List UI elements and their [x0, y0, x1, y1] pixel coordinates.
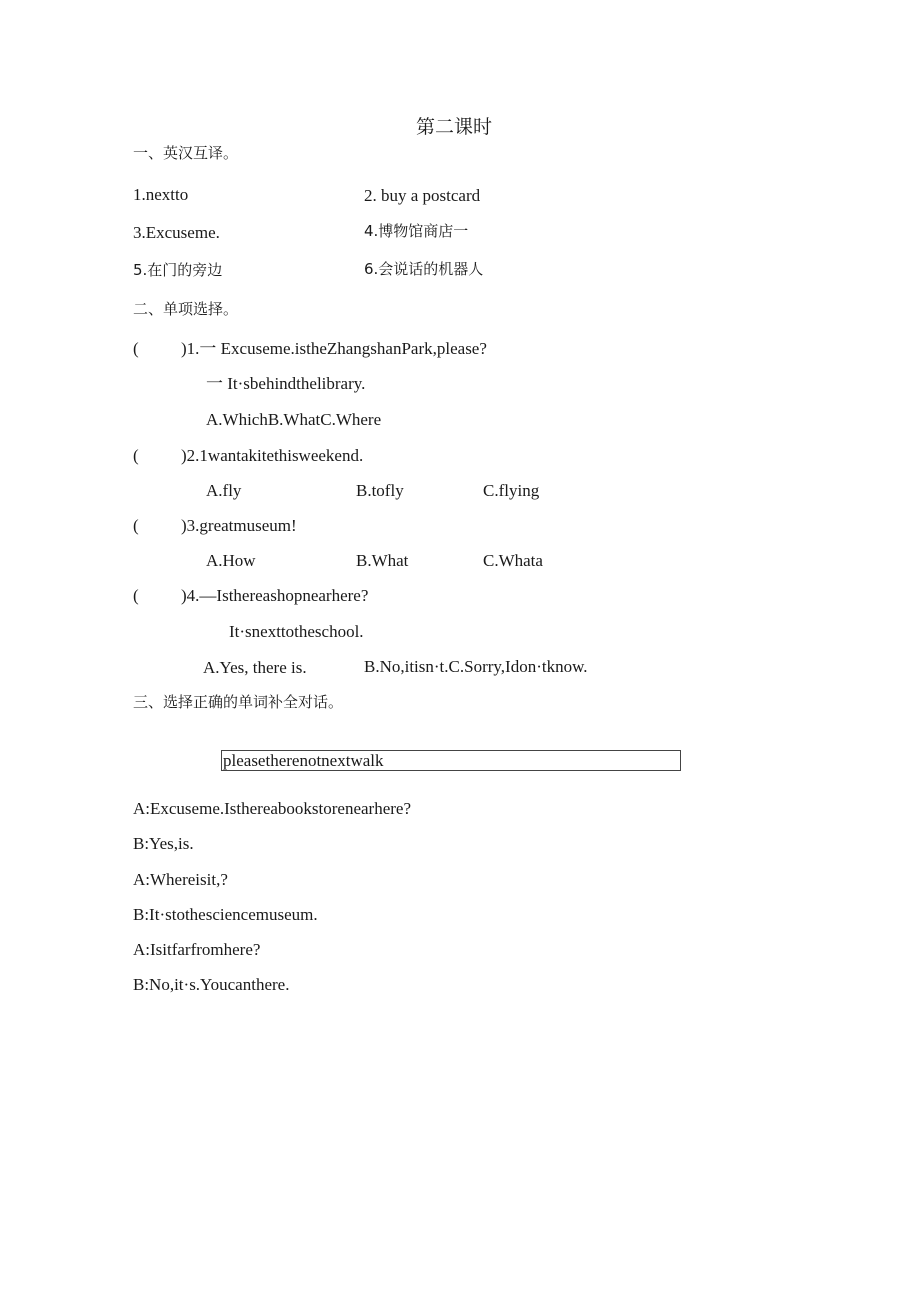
dialogue-line-5: A:Isitfarfromhere? — [133, 940, 261, 959]
question-2-option-b: B.tofly — [356, 481, 404, 500]
dialogue-line-1: A:Excuseme.Isthereabookstorenearhere? — [133, 799, 412, 818]
question-3-option-a: A.How — [206, 551, 256, 570]
word-bank-box — [221, 750, 681, 771]
dialogue-line-2: B:Yes,is. — [133, 834, 194, 853]
answer-bracket-2: ( — [133, 446, 139, 465]
question-4-stem: )4.—Isthereashopnearhere? — [181, 586, 369, 605]
answer-bracket-4: ( — [133, 586, 139, 605]
dialogue-line-4: B:It·stothesciencemuseum. — [133, 905, 318, 924]
question-3-option-c: C.Whata — [483, 551, 543, 570]
translate-item-3: 3.Excuseme. — [133, 223, 220, 242]
section1-heading: 一、英汉互译。 — [133, 144, 239, 162]
section2-heading: 二、单项选择。 — [133, 300, 239, 318]
answer-bracket-1: ( — [133, 339, 139, 358]
word-bank-text: pleasetherenotnextwalk — [223, 751, 384, 770]
dialogue-line-6: B:No,it·s.Youcanthere. — [133, 975, 290, 994]
translate-item-4: 4.博物馆商店一 — [364, 222, 469, 240]
translate-item-6: 6.会说话的机器人 — [364, 260, 484, 278]
question-2-option-c: C.flying — [483, 481, 540, 500]
section3-heading: 三、选择正确的单词补全对话。 — [133, 693, 344, 711]
question-4-option-bc: B.No,itisn·t.C.Sorry,Idon·tknow. — [364, 657, 588, 676]
question-4-line2: It·snexttotheschool. — [229, 622, 364, 641]
question-3-option-b: B.What — [356, 551, 409, 570]
answer-bracket-3: ( — [133, 516, 139, 535]
question-2-stem: )2.1wantakitethisweekend. — [181, 446, 364, 465]
question-3-stem: )3.greatmuseum! — [181, 516, 297, 535]
question-1-stem: )1.一 Excuseme.istheZhangshanPark,please? — [181, 339, 487, 358]
question-4-option-a: A.Yes, there is. — [203, 658, 307, 677]
dialogue-line-3: A:Whereisit,? — [133, 870, 228, 889]
question-2-option-a: A.fly — [206, 481, 242, 500]
page-title: 第二课时 — [416, 117, 493, 138]
translate-item-2: 2. buy a postcard — [364, 186, 481, 205]
question-1-options: A.WhichB.WhatC.Where — [206, 410, 382, 429]
question-1-line2: 一 It·sbehindthelibrary. — [206, 374, 366, 393]
translate-item-5: 5.在门的旁边 — [133, 261, 223, 279]
translate-item-1: 1.nextto — [133, 185, 189, 204]
